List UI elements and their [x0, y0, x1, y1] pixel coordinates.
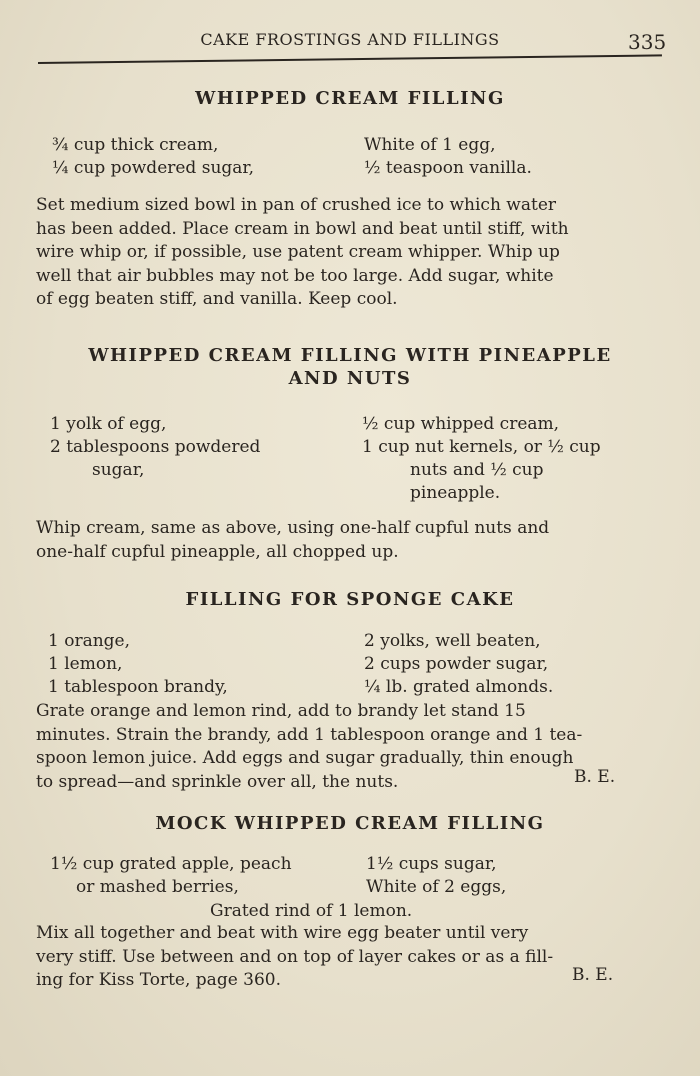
- direction-line: Set medium sized bowl in pan of crushed ice to which water: [36, 195, 557, 215]
- recipe-directions: [36, 922, 660, 993]
- ingredients-left: [52, 134, 254, 180]
- ingredient: 2 yolks, well beaten,: [364, 631, 541, 651]
- ingredient: pineapple.: [410, 483, 501, 503]
- recipe-title-line2: AND NUTS: [288, 368, 412, 389]
- direction-line: one-half cupful pineapple, all chopped up.: [36, 541, 399, 562]
- direction-line: spoon lemon juice. Add eggs and sugar gradually, thin enough: [36, 748, 574, 768]
- ingredients-right: [364, 134, 532, 180]
- ingredient: ¾ cup thick cream,: [52, 135, 219, 155]
- ingredient: ½ cup whipped cream,: [362, 414, 560, 434]
- header-rule: [38, 54, 662, 64]
- direction-line: very stiff. Use between and on top of layer cakes or as a fill-: [36, 946, 554, 967]
- ingredient: 2 cups powder sugar,: [364, 654, 549, 674]
- ingredients-right: [366, 853, 506, 899]
- direction-line: wire whip or, if possible, use patent cream whipper. Whip up: [36, 242, 560, 262]
- ingredient: ¼ cup powdered sugar,: [52, 158, 255, 178]
- direction-line: Mix all together and beat with wire egg beater until very: [36, 923, 529, 943]
- direction-line: of egg beaten stiff, and vanilla. Keep cool.: [36, 289, 398, 309]
- ingredient: nuts and ½ cup: [410, 460, 544, 480]
- recipe-signature: B. E.: [572, 965, 614, 985]
- ingredient: 1 yolk of egg,: [50, 414, 167, 434]
- ingredient-centered: Grated rind of 1 lemon.: [210, 901, 413, 921]
- ingredient: or mashed berries,: [76, 877, 239, 897]
- direction-line: has been added. Place cream in bowl and beat until stiff, with: [36, 218, 569, 239]
- ingredients-right: [362, 413, 601, 505]
- recipe-title: MOCK WHIPPED CREAM FILLING: [155, 813, 545, 834]
- ingredients-left: [48, 630, 228, 699]
- direction-line: well that air bubbles may not be too large. Add sugar, white: [36, 265, 554, 286]
- ingredients-left: [50, 853, 292, 899]
- recipe-title: WHIPPED CREAM FILLING: [195, 88, 505, 109]
- ingredient: 1 orange,: [48, 631, 131, 651]
- direction-line: minutes. Strain the brandy, add 1 tablespoon orange and 1 tea-: [36, 724, 583, 745]
- recipe-signature: B. E.: [574, 767, 616, 787]
- ingredient: sugar,: [92, 460, 145, 480]
- running-header: CAKE FROSTINGS AND FILLINGS: [200, 30, 500, 49]
- ingredient: 1 lemon,: [48, 654, 123, 674]
- ingredients-left: [50, 413, 260, 482]
- ingredient: ¼ lb. grated almonds.: [364, 677, 554, 697]
- direction-line: Whip cream, same as above, using one-half cupful nuts and: [36, 518, 550, 538]
- ingredient: 1 tablespoon brandy,: [48, 677, 228, 697]
- recipe-title: WHIPPED CREAM FILLING WITH PINEAPPLE: [88, 345, 612, 366]
- ingredients-right: [364, 630, 553, 699]
- ingredient: 1½ cups sugar,: [366, 854, 497, 874]
- ingredient: ½ teaspoon vanilla.: [364, 158, 532, 178]
- direction-line: to spread—and sprinkle over all, the nuts.: [36, 771, 399, 792]
- recipe-title: FILLING FOR SPONGE CAKE: [185, 589, 515, 610]
- ingredient: White of 1 egg,: [364, 135, 496, 155]
- direction-line: ing for Kiss Torte, page 360.: [36, 970, 282, 990]
- recipe-directions: [36, 700, 660, 794]
- recipe-directions: [36, 194, 660, 312]
- ingredient: 1½ cup grated apple, peach: [50, 854, 292, 874]
- ingredient: 2 tablespoons powdered: [50, 437, 261, 457]
- page-number: 335: [628, 30, 667, 54]
- recipe-directions: [36, 517, 660, 564]
- ingredient: 1 cup nut kernels, or ½ cup: [362, 437, 601, 457]
- direction-line: Grate orange and lemon rind, add to brandy let stand 15: [36, 701, 526, 721]
- ingredient: White of 2 eggs,: [366, 877, 507, 897]
